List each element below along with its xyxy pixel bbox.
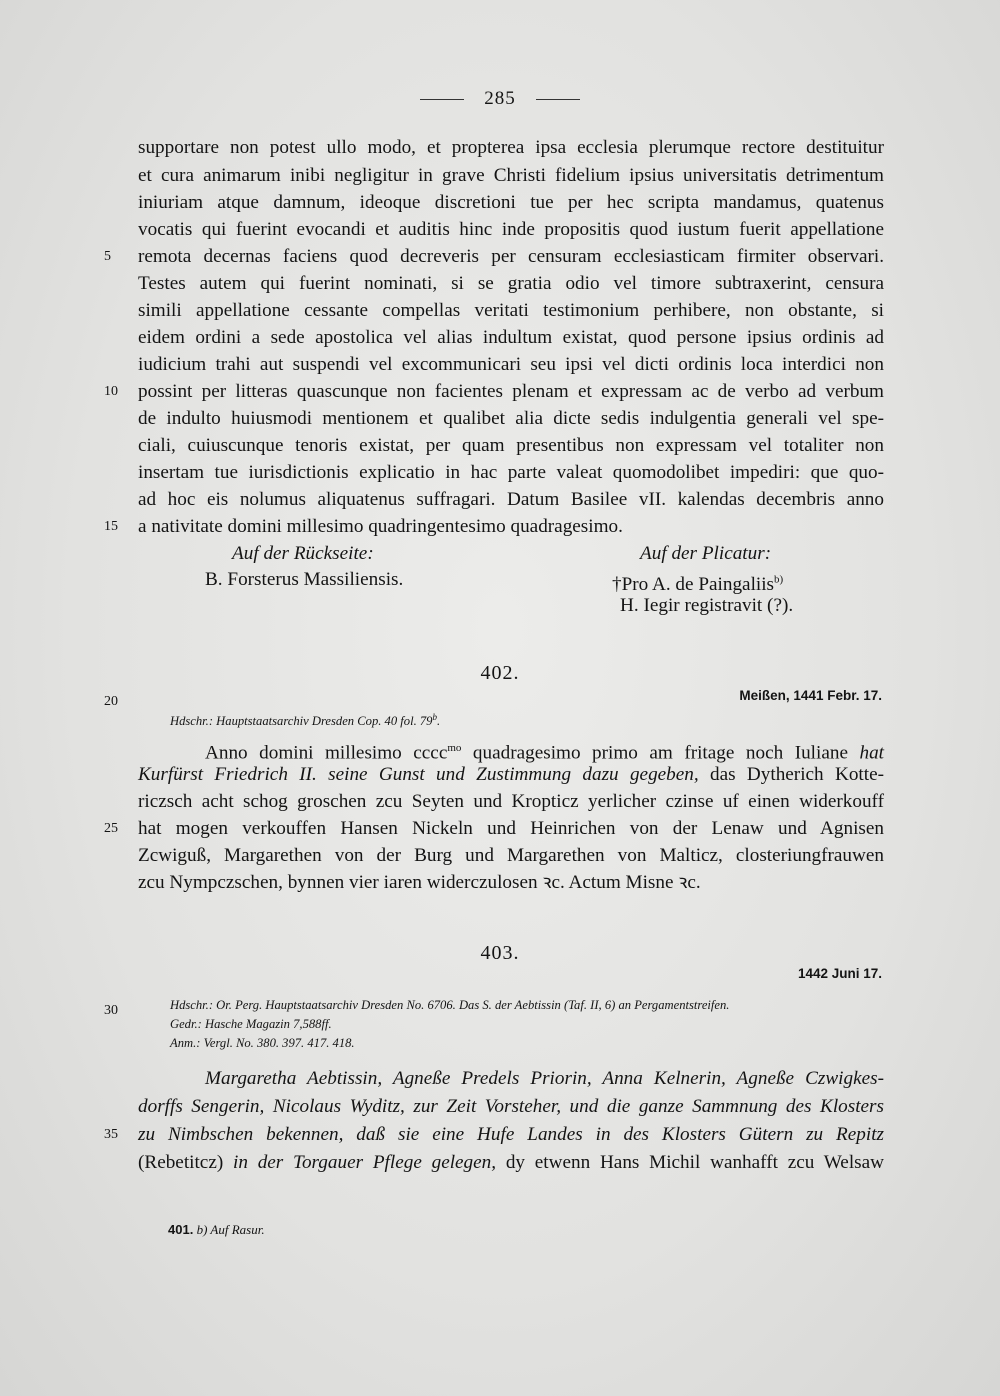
text-span: Anno domini millesimo cccc [205, 742, 448, 764]
text-line [138, 1149, 884, 1177]
italic-span: dorffs Sengerin, Nicolaus Wyditz, zur Zeit Vorsteher, und die ganze Sammnung des Klosters [138, 1096, 884, 1117]
doc403-source-printed: Gedr.: Hasche Magazin 7,588ff. [170, 1017, 332, 1031]
text-line: vocatis qui fuerint evocandi et auditis hinc inde propositis quod iustum fuerit appellatione [138, 219, 884, 240]
text-span: das Dytherich Kotte- [698, 764, 884, 785]
text-line: zcu Nympczschen, bynnen vier iaren widerczulosen ꝛc. Actum Misne ꝛc. [138, 872, 701, 893]
line-number: 35 [104, 1127, 118, 1142]
text-line: Testes autem qui fuerint nominati, si se gratia odio vel timore subtraxerint, censura [138, 273, 884, 294]
line-number: 25 [104, 821, 118, 836]
plica-line2: H. Iegir registravit (?). [620, 595, 794, 616]
italic-span: in der Torgauer Pflege gelegen, [223, 1152, 497, 1173]
doc402-number: 402. [480, 662, 520, 684]
plica-label: Auf der Plicatur: [640, 543, 772, 564]
text-line: insertam tue iurisdictionis explicatio in hac parte valeat quomodolibet impediri: que quo- [138, 462, 884, 483]
text-line: iudicium trahi aut suspendi vel excommunicari seu ipsi vel dicti ordinis loca interdici non [138, 354, 884, 375]
text-line: et cura animarum inibi negligitur in grave Christi fidelium ipsius universitatis detrimentum [138, 165, 884, 186]
text-line: hat mogen verkouffen Hansen Nickeln und Heinrichen von der Lenaw und Agnisen [138, 818, 884, 839]
plica-line1: †Pro A. de Paingaliis$^{b)}$ [612, 574, 784, 596]
line-number: 20 [104, 694, 118, 709]
text-line: riczsch acht schog groschen zcu Seyten und Kropticz yerlicher czinse uf einen widerkouff [138, 791, 884, 812]
header-rule-left [420, 99, 464, 100]
doc402-place-date: Meißen, 1441 Febr. 17. [739, 688, 882, 703]
text-span: quadragesimo primo am fritage noch Iuliane [461, 742, 860, 764]
verso-label: Auf der Rückseite: [232, 543, 374, 564]
doc403-source-manuscript: Hdschr.: Or. Perg. Hauptstaatsarchiv Dresden No. 6706. Das S. der Aebtissin (Taf. II, 6) an Pergamentstreifen. [170, 998, 730, 1012]
page-number: 285 [484, 88, 516, 109]
line-number: 30 [104, 1003, 118, 1018]
header-rule-right [536, 99, 580, 100]
italic-span: hat [859, 742, 884, 764]
italic-span: zu Nimbschen bekennen, daß sie eine Hufe Landes in des Klosters Gütern zu Repitz [138, 1124, 884, 1145]
text-line: remota decernas faciens quod decreveris per censuram ecclesiasticam firmiter observari. [138, 246, 884, 267]
text-line: de indulto huiusmodi mentionem et qualibet alia dicte sedis indulgentia generali vel spe- [138, 408, 884, 429]
text-line: possint per litteras quascunque non facientes plenam et expressam ac de verbo ad verbum [138, 381, 884, 402]
text-line: a nativitate domini millesimo quadringentesimo quadragesimo. [138, 516, 623, 537]
text-span: (Rebetitcz) [138, 1152, 224, 1173]
line-number: 10 [104, 384, 118, 399]
italic-span: Margaretha Aebtissin, Agneße Predels Priorin, Anna Kelnerin, Agneße Czwigkes- [205, 1068, 884, 1089]
text-line [205, 734, 884, 762]
text-line [138, 761, 884, 789]
footnote-text: b) Auf Rasur. [196, 1222, 265, 1237]
text-span: dy etwenn Hans Michil wanhafft zcu Welsaw [496, 1152, 884, 1173]
text-line: eidem ordini a sede apostolica vel alias indultum existat, quod persone ipsius ordinis ad [138, 327, 884, 348]
text-line [138, 1121, 884, 1149]
footnote [168, 1222, 265, 1238]
line-number: 5 [104, 249, 111, 264]
text-line: simili appellatione cessante compellas veritati testimonium perhibere, non obstante, si [138, 300, 884, 321]
superscript: mo [447, 742, 462, 754]
text-line [205, 1065, 884, 1093]
doc403-note: Anm.: Vergl. No. 380. 397. 417. 418. [170, 1036, 355, 1050]
text-line: ciali, cuiuscunque tenoris existat, per quam presentibus non expressam vel totaliter non [138, 435, 884, 456]
doc402-source: Hdschr.: Hauptstaatsarchiv Dresden Cop. 40 fol. 79$^b$. [170, 712, 441, 729]
text-line: iniuriam atque damnum, ideoque discretioni tue per hec scripta mandamus, quatenus [138, 192, 884, 213]
text-line [138, 1093, 884, 1121]
text-line: ad hoc eis nolumus aliquatenus suffragari. Datum Basilee vII. kalendas decembris anno [138, 489, 884, 510]
italic-span: Kurfürst Friedrich II. seine Gunst und Zustimmung dazu gegeben, [138, 764, 699, 785]
footnote-ref: 401. [168, 1222, 194, 1237]
doc403-place-date: 1442 Juni 17. [797, 966, 882, 981]
verso-text: B. Forsterus Massiliensis. [205, 569, 404, 590]
page-header [0, 88, 1000, 110]
doc403-number: 403. [480, 942, 520, 964]
line-number: 15 [104, 519, 118, 534]
text-line: supportare non potest ullo modo, et propterea ipsa ecclesia plerumque rectore destituitur [138, 137, 884, 158]
text-line: Zcwiguß, Margarethen von der Burg und Margarethen von Malticz, closteriungfrauwen [138, 845, 884, 866]
